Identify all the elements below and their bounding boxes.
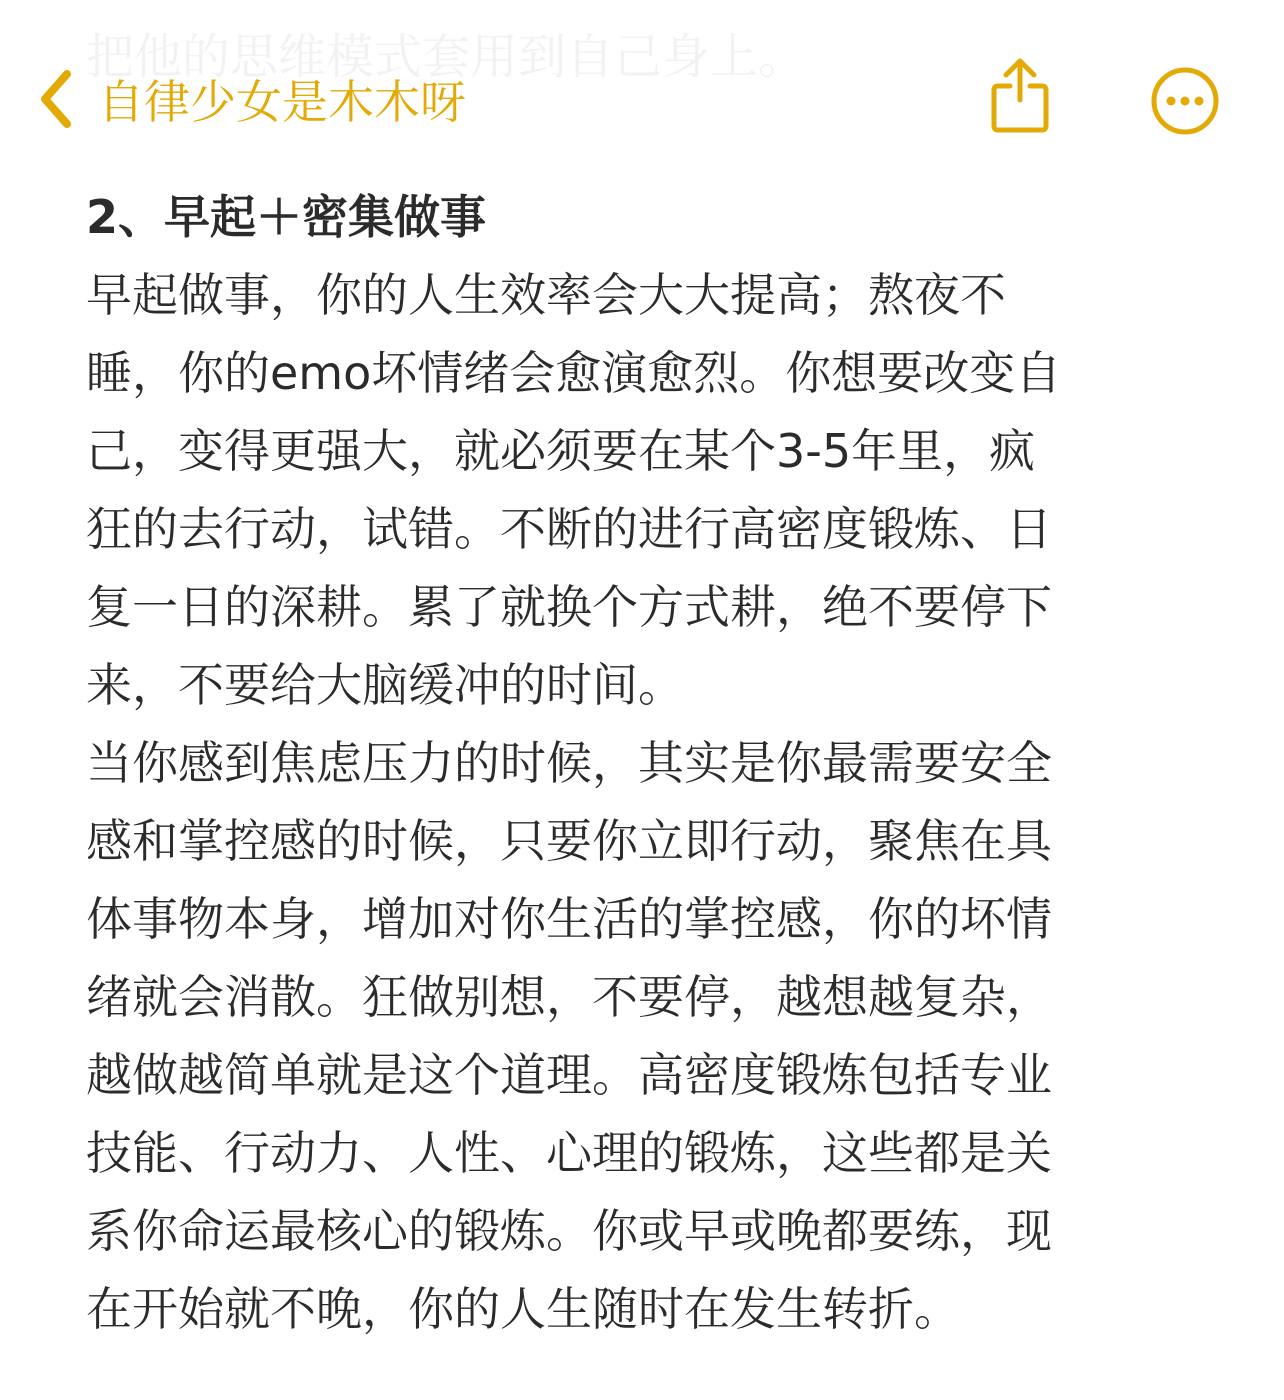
note-line: 在开始就不晚，你的人生随时在发生转折。 — [86, 1282, 960, 1336]
note-line: 狂的去行动，试错。不断的进行高密度锻炼、日 — [86, 502, 1052, 556]
back-label: 自律少女是木木呀 — [98, 75, 466, 129]
note-line: 己，变得更强大，就必须要在某个3-5年里，疯 — [86, 424, 1036, 478]
note-line: 体事物本身，增加对你生活的掌控感，你的坏情 — [86, 892, 1052, 946]
more-icon — [1150, 121, 1220, 140]
back-button[interactable] — [34, 66, 466, 132]
note-body — [86, 178, 1196, 1348]
partial-top-text: 把他的思维模式套用到自己身上。 — [86, 29, 807, 85]
chevron-left-icon — [34, 66, 78, 132]
note-line: 早起做事，你的人生效率会大大提高；熬夜不 — [86, 268, 1006, 322]
note-line: 系你命运最核心的锻炼。你或早或晚都要练，现 — [86, 1204, 1052, 1258]
share-icon — [988, 121, 1052, 140]
note-line: 越做越简单就是这个道理。高密度锻炼包括专业 — [86, 1048, 1052, 1102]
note-line: 绪就会消散。狂做别想，不要停，越想越复杂， — [86, 970, 1052, 1024]
note-line: 来，不要给大脑缓冲的时间。 — [86, 658, 684, 712]
navigation-bar — [0, 56, 1284, 144]
note-line: 技能、行动力、人性、心理的锻炼，这些都是关 — [86, 1126, 1052, 1180]
note-line: 当你感到焦虑压力的时候，其实是你最需要安全 — [86, 736, 1052, 790]
note-heading: 2、早起＋密集做事 — [86, 190, 487, 244]
share-button[interactable] — [988, 56, 1052, 136]
note-line: 感和掌控感的时候，只要你立即行动，聚焦在具 — [86, 814, 1052, 868]
note-line: 复一日的深耕。累了就换个方式耕，绝不要停下 — [86, 580, 1052, 634]
note-line: 睡，你的emo坏情绪会愈演愈烈。你想要改变自 — [86, 346, 1062, 400]
more-options-button[interactable] — [1150, 66, 1220, 136]
